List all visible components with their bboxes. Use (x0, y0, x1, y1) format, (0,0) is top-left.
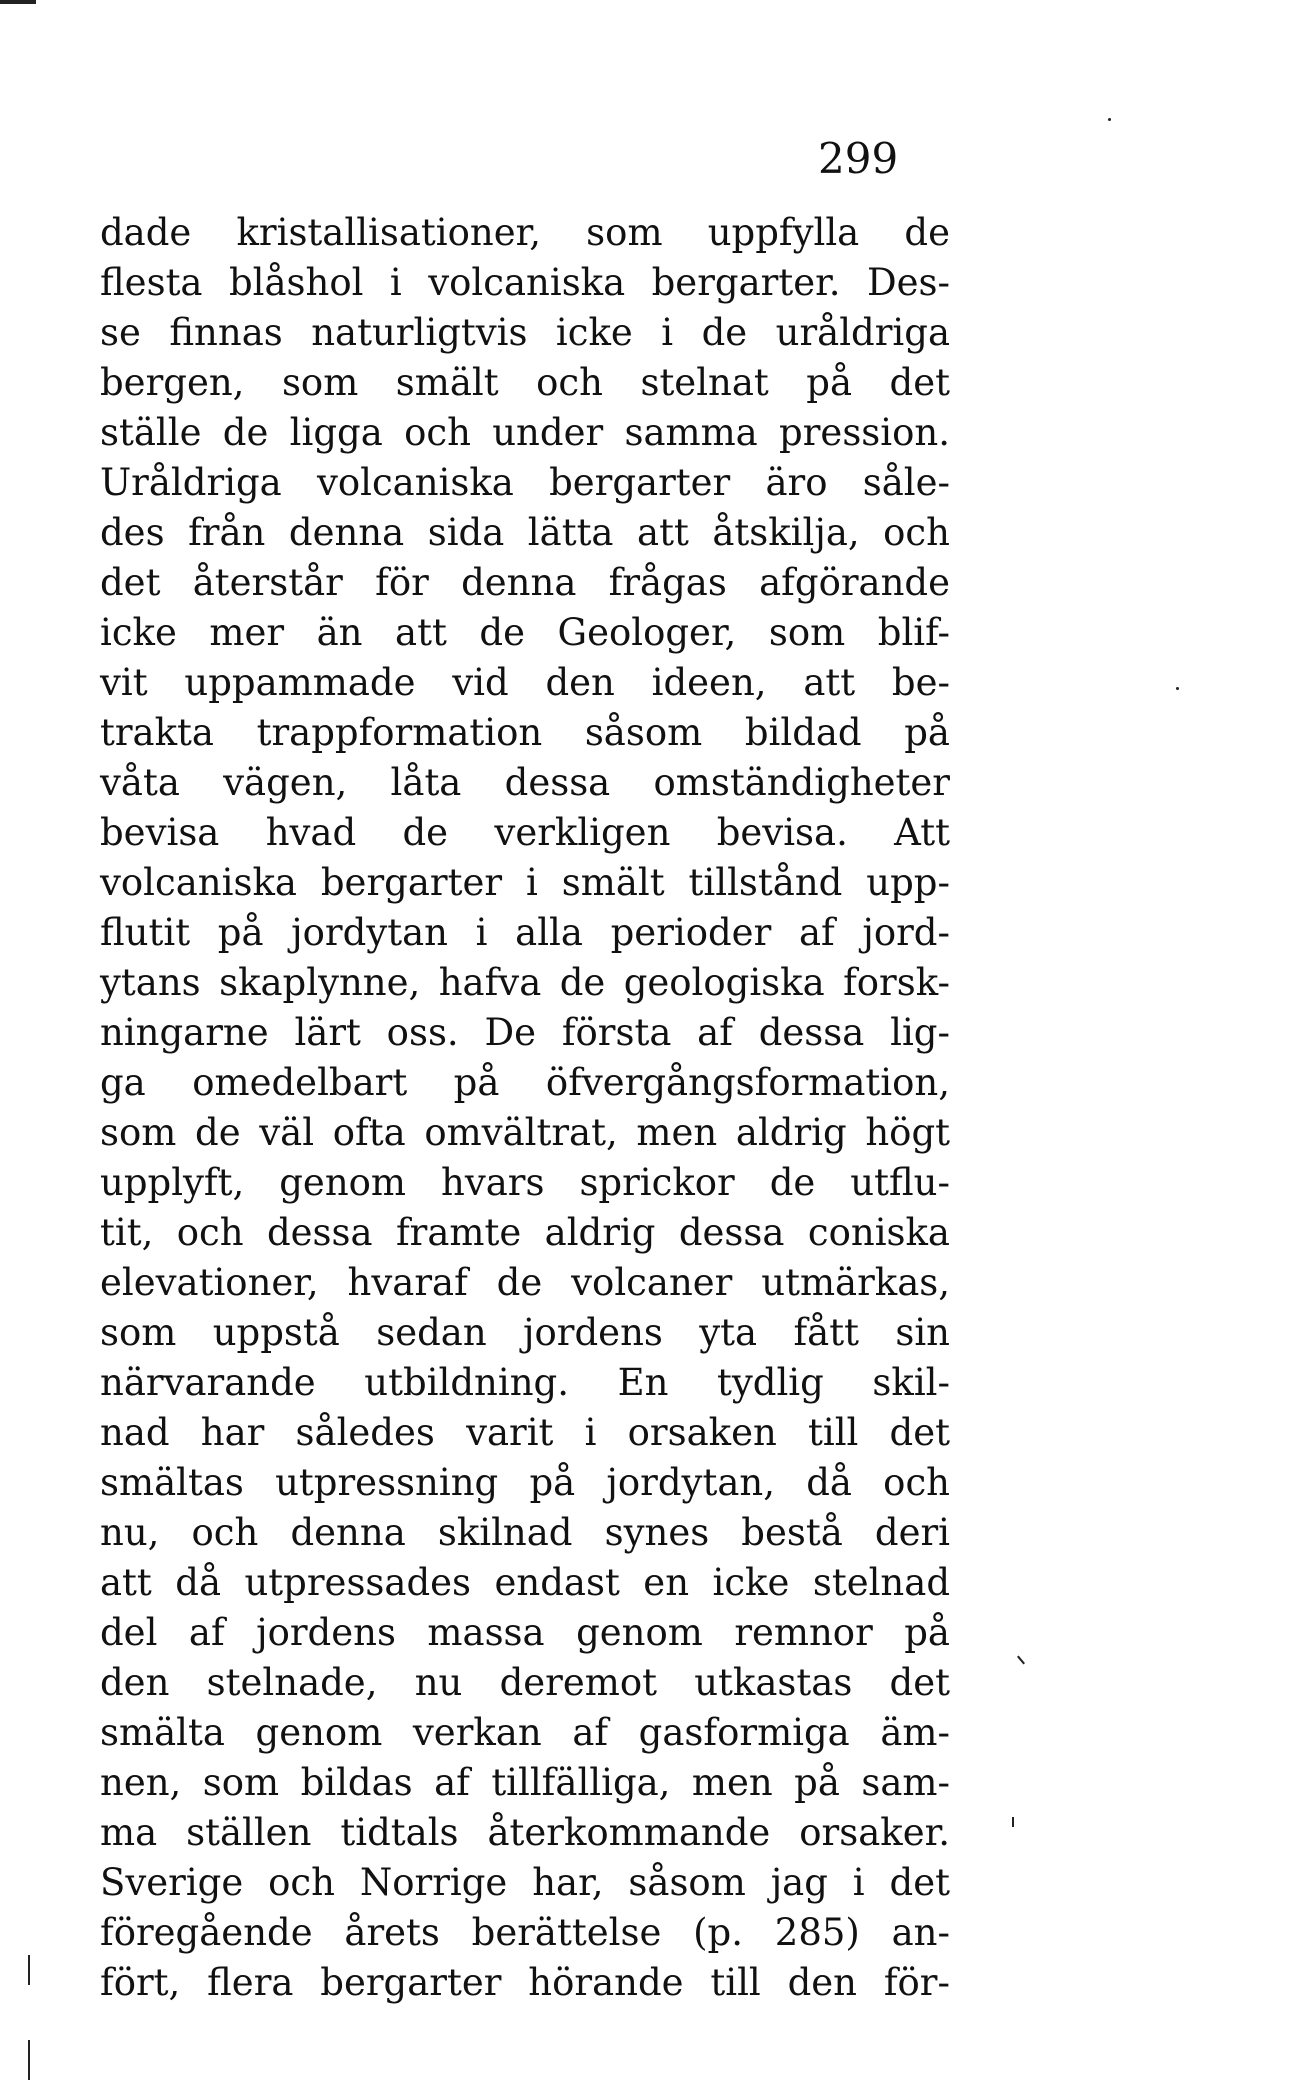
text-line: fört, flera bergarter hörande till den för- (100, 1961, 950, 2004)
text-line: vit uppammade vid den ideen, att be- (100, 661, 950, 704)
left-edge-mark (28, 2040, 30, 2080)
text-line: bevisa hvad de verkligen bevisa. Att (100, 811, 950, 854)
text-line: des från denna sida lätta att åtskilja, och (100, 511, 950, 554)
text-line: upplyft, genom hvars sprickor de utflu- (100, 1161, 950, 1204)
page-number: 299 (818, 134, 899, 183)
text-line: ningarne lärt oss. De första af dessa lig- (100, 1011, 950, 1054)
text-line: ytans skaplynne, hafva de geologiska forsk- (100, 961, 950, 1004)
text-line: föregående årets berättelse (p. 285) an- (100, 1911, 950, 1954)
text-line: att då utpressades endast en icke stelnad (100, 1561, 950, 1604)
text-line: nu, och denna skilnad synes bestå deri (100, 1511, 950, 1554)
text-line: flesta blåshol i volcaniska bergarter. Des- (100, 261, 950, 304)
text-line: ställe de ligga och under samma pression. (100, 411, 950, 454)
scan-speck (1108, 118, 1111, 121)
text-line: elevationer, hvaraf de volcaner utmärkas, (100, 1261, 950, 1304)
scan-speck (1017, 1656, 1025, 1665)
text-line: våta vägen, låta dessa omständigheter (100, 761, 950, 804)
text-line: nen, som bildas af tillfälliga, men på sam- (100, 1761, 950, 1804)
text-line: Sverige och Norrige har, såsom jag i det (100, 1861, 950, 1904)
text-line: det återstår för denna frågas afgörande (100, 561, 950, 604)
text-line: bergen, som smält och stelnat på det (100, 361, 950, 404)
text-line: dade kristallisationer, som uppfylla de (100, 211, 950, 254)
left-edge-mark (28, 1955, 30, 1985)
text-line: närvarande utbildning. En tydlig skil- (100, 1361, 950, 1404)
text-line: ma ställen tidtals återkommande orsaker. (100, 1811, 950, 1854)
text-line: nad har således varit i orsaken till det (100, 1411, 950, 1454)
scan-speck (1176, 687, 1179, 690)
text-line: den stelnade, nu deremot utkastas det (100, 1661, 950, 1704)
text-line: ga omedelbart på öfvergångsformation, (100, 1061, 950, 1104)
text-line: Uråldriga volcaniska bergarter äro såle- (100, 461, 950, 504)
text-line: del af jordens massa genom remnor på (100, 1611, 950, 1654)
text-line: trakta trappformation såsom bildad på (100, 711, 950, 754)
top-edge-mark (0, 0, 36, 4)
text-line: tit, och dessa framte aldrig dessa coniska (100, 1211, 950, 1254)
text-line: smälta genom verkan af gasformiga äm- (100, 1711, 950, 1754)
body-text (100, 208, 950, 2008)
text-line: som de väl ofta omvältrat, men aldrig högt (100, 1111, 950, 1154)
text-line: volcaniska bergarter i smält tillstånd upp- (100, 861, 950, 904)
text-line: icke mer än att de Geologer, som blif- (100, 611, 950, 654)
text-line: smältas utpressning på jordytan, då och (100, 1461, 950, 1504)
text-line: flutit på jordytan i alla perioder af jord- (100, 911, 950, 954)
scan-speck (1012, 1817, 1014, 1827)
text-line: som uppstå sedan jordens yta fått sin (100, 1311, 950, 1354)
text-line: se finnas naturligtvis icke i de uråldriga (100, 311, 950, 354)
